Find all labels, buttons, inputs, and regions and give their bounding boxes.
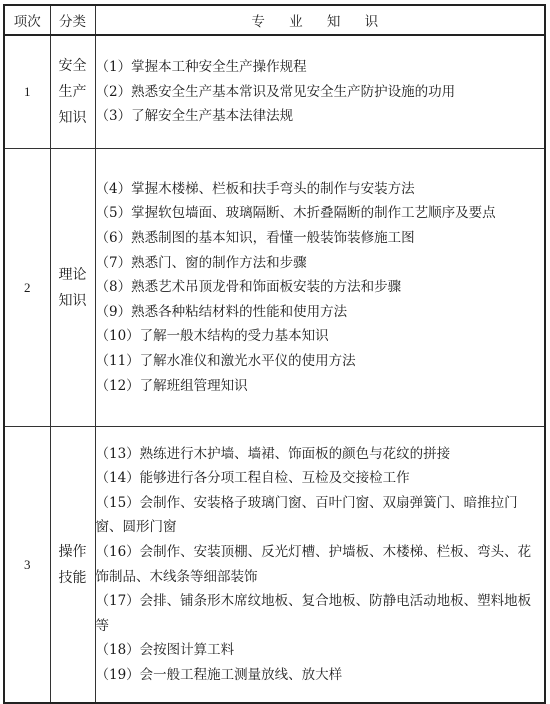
list-item: （9）熟悉各种粘结材料的性能和使用方法 [95, 303, 348, 320]
category-line: 操作 [58, 543, 87, 560]
category-line: 知识 [58, 292, 87, 309]
list-item: （8）熟悉艺术吊顶龙骨和饰面板安装的方法和步骤 [95, 279, 402, 296]
header-content-label: 专 业 知 识 [251, 14, 389, 30]
header-category: 分类 [50, 5, 95, 35]
list-item: （4）掌握木楼梯、栏板和扶手弯头的制作与安装方法 [95, 180, 415, 197]
header-row [4, 5, 545, 35]
list-item: （17）会排、铺条形木席纹地板、复合地板、防静电活动地板、塑料地板等 [95, 593, 532, 634]
list-item: （13）熟练进行木护墙、墙裙、饰面板的颜色与花纹的拼接 [95, 445, 451, 462]
row-category [50, 149, 95, 427]
row-content [95, 427, 545, 704]
list-item: （10）了解一般木结构的受力基本知识 [95, 328, 329, 345]
category-line: 安全 [58, 58, 87, 74]
list-item: （15）会制作、安装格子玻璃门窗、百叶门窗、双扇弹簧门、暗推拉门窗、圆形门窗 [95, 494, 518, 536]
row-number: 3 [4, 427, 50, 704]
row-category [50, 35, 95, 149]
list-item: （12）了解班组管理知识 [95, 377, 248, 394]
category-line: 技能 [58, 569, 87, 586]
table-row [4, 149, 545, 427]
row-number: 1 [4, 35, 50, 149]
row-category [50, 427, 95, 704]
list-item: （6）熟悉制图的基本知识，看懂一般装饰装修施工图 [95, 230, 415, 247]
list-item: （3）了解安全生产基本法律法规 [95, 108, 294, 125]
row-content [95, 35, 545, 149]
header-no: 项次 [4, 5, 50, 35]
header-content [95, 5, 545, 35]
list-item: （18）会按图计算工料 [95, 642, 235, 659]
list-item: （5）掌握软包墙面、玻璃隔断、木折叠隔断的制作工艺顺序及要点 [95, 205, 496, 222]
row-number: 2 [4, 149, 50, 427]
category-line: 知识 [58, 110, 87, 126]
list-item: （7）熟悉门、窗的制作方法和步骤 [95, 254, 307, 271]
knowledge-table [3, 4, 546, 704]
row-content [95, 149, 545, 427]
list-item: （16）会制作、安装顶棚、反光灯槽、护墙板、木楼梯、栏板、弯头、花饰制品、木线条等细部装饰 [95, 543, 532, 585]
list-item: （2）熟悉安全生产基本常识及常见安全生产防护设施的功用 [95, 83, 456, 100]
list-item: （1）掌握本工种安全生产操作规程 [95, 59, 307, 76]
category-line: 生产 [58, 84, 87, 100]
list-item: （19）会一般工程施工测量放线、放大样 [95, 666, 343, 683]
list-item: （11）了解水准仪和激光水平仪的使用方法 [95, 352, 356, 369]
list-item: （14）能够进行各分项工程自检、互检及交接检工作 [95, 470, 410, 487]
table-row [4, 427, 545, 704]
category-line: 理论 [58, 266, 87, 283]
table-row [4, 35, 545, 149]
